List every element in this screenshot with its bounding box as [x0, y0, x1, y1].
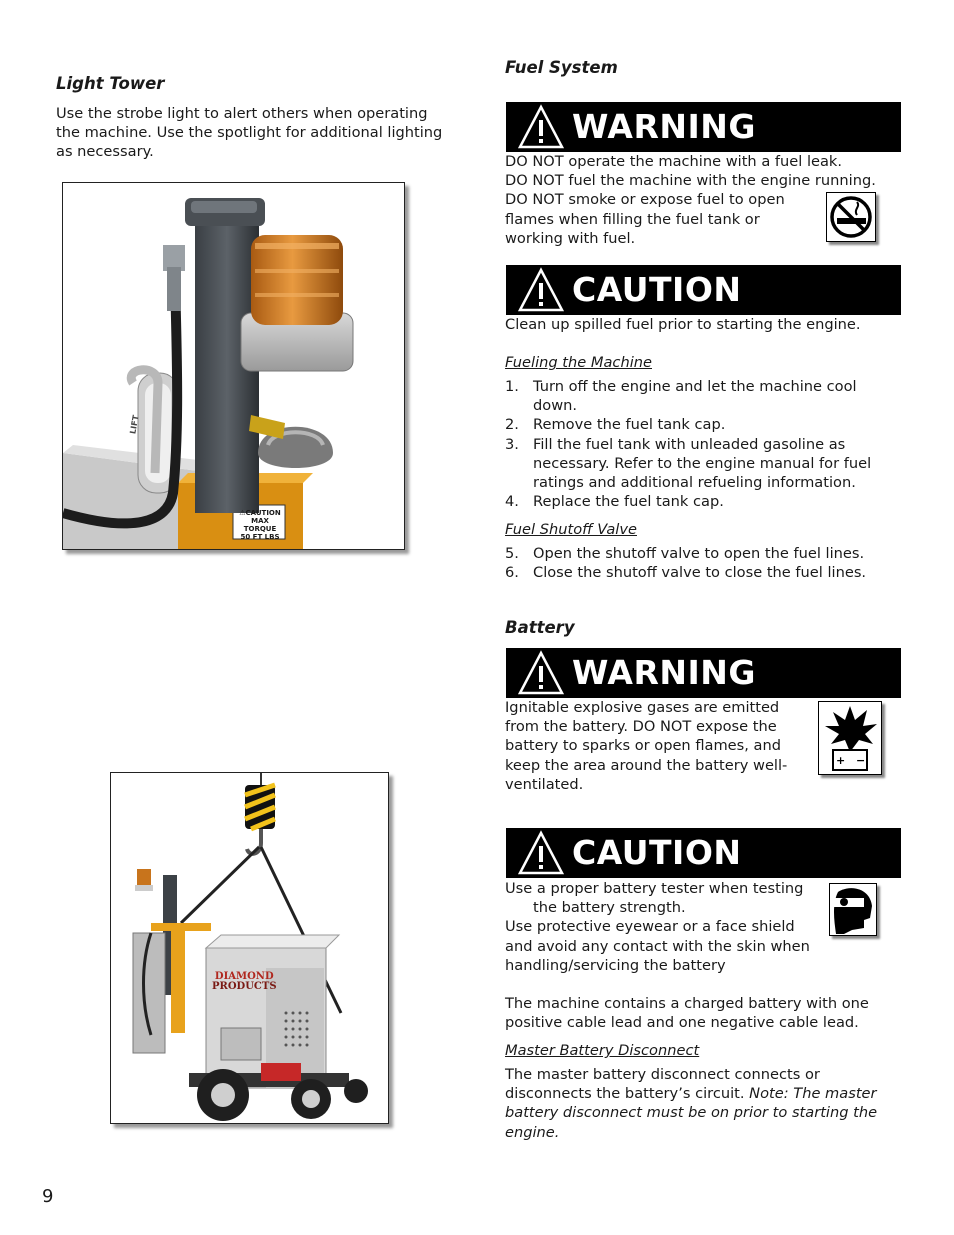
shutoff-heading: Fuel Shutoff Valve	[505, 521, 637, 538]
step-number: 5.	[505, 545, 519, 562]
caution-label: CAUTION	[572, 833, 742, 873]
master-note: Note: The master battery disconnect must be on prior to starting the engine.	[505, 1085, 878, 1141]
page-number: 9	[42, 1186, 54, 1207]
battery-warning-banner	[506, 648, 901, 698]
list-item	[505, 415, 890, 434]
diamond-logo	[212, 972, 277, 992]
caution-sticker-line: MAX TORQUE	[243, 517, 277, 533]
warning-triangle-icon	[516, 265, 566, 315]
fuel-system-heading: Fuel System	[505, 58, 618, 77]
machine-lift-illustration	[111, 773, 389, 1124]
step-text: Open the shutoff valve to open the fuel lines.	[533, 545, 865, 562]
list-item	[505, 492, 890, 511]
face-shield-icon	[829, 883, 877, 936]
light-tower-heading: Light Tower	[56, 74, 165, 93]
svg-text:+: +	[836, 754, 846, 767]
warning-label: WARNING	[572, 653, 756, 693]
fuel-caution-text: Clean up spilled fuel prior to starting the engine.	[505, 316, 861, 333]
caution-sticker-line: ⚠CAUTION	[239, 509, 281, 517]
battery-caution-line: Use a proper battery tester when testing	[505, 880, 804, 897]
no-smoking-icon	[826, 192, 876, 242]
master-disconnect-heading: Master Battery Disconnect	[505, 1042, 700, 1059]
fuel-warning-line: DO NOT operate the machine with a fuel leak.	[505, 153, 843, 170]
step-text: Remove the fuel tank cap.	[533, 416, 726, 434]
fuel-caution-banner	[506, 265, 901, 315]
step-number: 6.	[505, 564, 519, 582]
shutoff-steps	[505, 544, 895, 582]
fuel-warning-line: DO NOT smoke or expose fuel to open	[505, 191, 785, 209]
battery-caution-line: Use protective eyewear or a face shield and avoid any contact with the skin when handling/servicing the battery	[505, 918, 810, 974]
battery-text: The machine contains a charged battery with one positive cable lead and one negative cable lead.	[505, 995, 869, 1032]
battery-caution-banner	[506, 828, 901, 878]
master-disconnect-text	[505, 1065, 897, 1142]
battery-caution-text	[505, 879, 815, 975]
master-text: The master battery disconnect connects or disconnects the battery’s circuit.	[505, 1066, 820, 1103]
fuel-warning-line: working with fuel.	[505, 229, 636, 247]
step-text: Turn off the engine and let the machine cool down.	[533, 378, 857, 415]
fuel-warning-banner	[506, 102, 901, 152]
warning-triangle-icon	[516, 648, 566, 698]
fueling-steps	[505, 377, 890, 511]
list-item	[505, 377, 890, 415]
battery-heading: Battery	[505, 618, 575, 637]
lift-label: LIFT	[128, 414, 141, 435]
svg-text:−: −	[856, 754, 866, 767]
step-number: 2.	[505, 416, 519, 434]
fueling-heading: Fueling the Machine	[505, 354, 652, 371]
caution-sticker-line: 50 FT LBS	[240, 533, 280, 541]
step-number: 3.	[505, 435, 519, 453]
step-text: Fill the fuel tank with unleaded gasoline as necessary. Refer to the engine manual for fuel ratings and additional refueling information.	[533, 435, 872, 492]
fuel-warning-line: flames when filling the fuel tank or	[505, 210, 760, 228]
logo-line: DIAMOND	[214, 971, 274, 982]
step-number: 1.	[505, 378, 519, 395]
warning-label: WARNING	[572, 107, 756, 147]
fuel-warning-line: DO NOT fuel the machine with the engine running.	[505, 172, 876, 190]
light-tower-text: Use the strobe light to alert others when operating the machine. Use the spotlight for additional lighting as necessary.	[56, 105, 443, 161]
machine-lift-photo	[110, 772, 389, 1124]
list-item	[505, 435, 890, 493]
warning-triangle-icon	[516, 102, 566, 152]
light-tower-illustration	[63, 183, 405, 550]
explosion-battery-icon	[818, 701, 882, 775]
logo-line: PRODUCTS	[212, 981, 277, 992]
battery-caution-line: the battery strength.	[533, 899, 686, 917]
warning-triangle-icon	[516, 828, 566, 878]
caution-sticker	[237, 509, 283, 541]
step-number: 4.	[505, 493, 519, 511]
list-item	[505, 563, 895, 582]
list-item	[505, 544, 895, 563]
step-text: Close the shutoff valve to close the fuel lines.	[533, 564, 867, 582]
battery-warning-text: Ignitable explosive gases are emitted from the battery. DO NOT expose the battery to sparks or open flames, and keep the area around the battery well-ventilated.	[505, 699, 788, 793]
caution-label: CAUTION	[572, 270, 742, 310]
light-tower-photo	[62, 182, 405, 550]
step-text: Replace the fuel tank cap.	[533, 493, 724, 511]
